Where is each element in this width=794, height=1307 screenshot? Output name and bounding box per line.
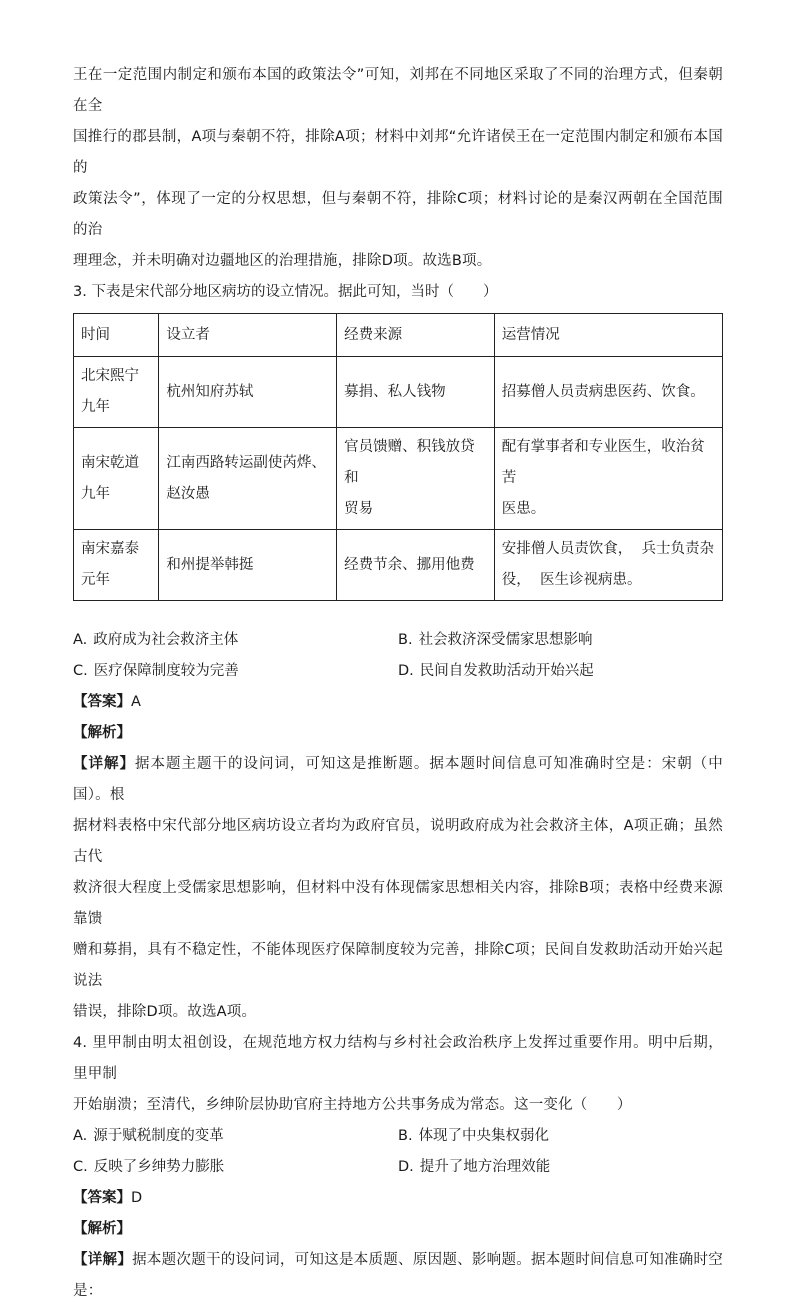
table-row: [74, 530, 723, 601]
detail-tag: 【详解】: [73, 756, 135, 772]
answer-value: A: [131, 694, 141, 710]
analysis-tag: 【解析】: [73, 725, 131, 741]
detail-block: [73, 749, 723, 1028]
analysis-heading: [73, 718, 723, 749]
analysis-heading: [73, 1214, 723, 1245]
option-text: 源于赋税制度的变革: [93, 1128, 224, 1144]
cell-line: 配有掌事者和专业医生，收治贫苦: [501, 439, 705, 486]
option-b: [398, 1121, 723, 1152]
cell-line: 江南西路转运副使芮烨、: [166, 454, 326, 471]
answer-tag: 【答案】: [73, 694, 131, 710]
detail-line: 据材料表格中宋代部分地区病坊设立者均为政府官员，说明政府成为社会救济主体，A项正确；虽然古代: [73, 818, 723, 865]
header-time: 时间: [74, 314, 159, 357]
cell-line: 杭州知府苏轼: [166, 383, 254, 400]
option-d: [398, 1152, 723, 1183]
cell-funding: [337, 530, 495, 601]
explanation-line: 国推行的郡县制，A项与秦朝不符，排除A项；材料中刘邦“允许诸侯王在一定范围内制定和颁布本国的: [73, 129, 723, 176]
option-letter: A.: [73, 1128, 88, 1144]
cell-line: 官员馈赠、积钱放贷和: [344, 439, 475, 486]
cell-founder: [159, 428, 337, 530]
cell-line: 南宋乾道: [81, 454, 139, 471]
explanation-line: 政策法令”，体现了一定的分权思想，但与秦朝不符，排除C项；材料讨论的是秦汉两朝在全国范围的治: [73, 191, 723, 238]
cell-line: 九年: [81, 485, 110, 502]
table-row: [74, 357, 723, 428]
hospital-table: [73, 313, 723, 601]
detail-line: [73, 1245, 723, 1307]
cell-line: 贸易: [344, 501, 374, 517]
option-text: 医疗保障制度较为完善: [93, 663, 239, 679]
question-4: [73, 1028, 723, 1307]
cell-operation: [494, 428, 722, 530]
explanation-line: 理理念，并未明确对边疆地区的治理措施，排除D项。故选B项。: [73, 253, 492, 269]
cell-time: [74, 530, 159, 601]
cell-line: 募捐、私人钱物: [344, 383, 446, 400]
option-a: [73, 1121, 398, 1152]
document-page: [73, 60, 723, 1307]
analysis-tag: 【解析】: [73, 1221, 131, 1237]
table-header-row: [74, 314, 723, 357]
option-letter: C.: [73, 663, 88, 679]
cell-line: 和州提举韩挺: [166, 556, 254, 573]
option-letter: C.: [73, 1159, 88, 1175]
detail-line: 错误，排除D项。故选A项。: [73, 1004, 257, 1020]
option-letter: D.: [398, 1159, 414, 1175]
cell-line: 九年: [81, 399, 110, 415]
answer-value: D: [131, 1190, 143, 1206]
detail-line: 救济很大程度上受儒家思想影响，但材料中没有体现儒家思想相关内容，排除B项；表格中经费来源靠馈: [73, 880, 723, 927]
cell-line: 赵汝愚: [166, 485, 210, 502]
option-text: 提升了地方治理效能: [419, 1159, 551, 1175]
cell-line: 医患。: [501, 501, 546, 517]
answer-line: [73, 687, 723, 718]
option-c: [73, 656, 398, 687]
cell-time: [74, 428, 159, 530]
detail-text: 据本题次题干的设问词，可知这是本质题、原因题、影响题。据本题时间信息可知准确时空是：: [73, 1252, 723, 1299]
option-b: [398, 625, 723, 656]
header-operation: 运营情况: [494, 314, 722, 357]
cell-line: 招募僧人员责病患医药、饮食。: [501, 383, 705, 400]
question-stem: 3. 下表是宋代部分地区病坊的设立情况。据此可知，当时（ ）: [73, 284, 498, 300]
option-a: [73, 625, 398, 656]
detail-tag: 【详解】: [73, 1252, 133, 1268]
question-stem: 开始崩溃；至清代，乡绅阶层协助官府主持地方公共事务成为常态。这一变化（ ）: [73, 1097, 632, 1113]
cell-line: 安排僧人员责饮食， 兵士负责杂: [501, 541, 714, 557]
option-text: 社会救济深受儒家思想影响: [418, 632, 593, 648]
option-c: [73, 1152, 398, 1183]
answer-tag: 【答案】: [73, 1190, 131, 1206]
option-text: 政府成为社会救济主体: [93, 632, 239, 648]
cell-founder: [159, 357, 337, 428]
cell-funding: [337, 357, 495, 428]
option-letter: B.: [398, 632, 413, 648]
answer-options: [73, 1121, 723, 1183]
table-row: [74, 428, 723, 530]
cell-line: 役， 医生诊视病患。: [501, 572, 642, 588]
option-text: 民间自发救助活动开始兴起: [419, 663, 594, 679]
cell-line: 经费节余、挪用他费: [344, 556, 475, 573]
answer-line: [73, 1183, 723, 1214]
cell-line: 北宋熙宁: [81, 368, 139, 384]
cell-line: 南宋嘉泰: [81, 541, 139, 557]
detail-text: 据本题主题干的设问词，可知这是推断题。据本题时间信息可知准确时空是：宋朝（中国）。根: [73, 756, 723, 803]
cell-time: [74, 357, 159, 428]
cell-operation: [494, 530, 722, 601]
cell-funding: [337, 428, 495, 530]
option-text: 反映了乡绅势力膨胀: [93, 1159, 225, 1175]
detail-line: [73, 749, 723, 811]
explanation-line: 王在一定范围内制定和颁布本国的政策法令”可知，刘邦在不同地区采取了不同的治理方式，但秦朝在全: [73, 67, 723, 114]
cell-line: 元年: [81, 572, 110, 588]
option-letter: A.: [73, 632, 88, 648]
header-funding: 经费来源: [337, 314, 495, 357]
option-text: 体现了中央集权弱化: [418, 1128, 550, 1144]
option-letter: B.: [398, 1128, 413, 1144]
question-stem: 4. 里甲制由明太祖创设，在规范地方权力结构与乡村社会政治秩序上发挥过重要作用。明中后期，里甲制: [73, 1035, 723, 1082]
answer-options: [73, 625, 723, 687]
cell-founder: [159, 530, 337, 601]
detail-line: 赠和募捐，具有不稳定性，不能体现医疗保障制度较为完善，排除C项；民间自发救助活动开始兴起说法: [73, 942, 723, 989]
option-letter: D.: [398, 663, 414, 679]
question-3: [73, 277, 723, 1028]
header-founder: 设立者: [159, 314, 337, 357]
cell-operation: [494, 357, 722, 428]
prev-explanation: [73, 60, 723, 277]
option-d: [398, 656, 723, 687]
